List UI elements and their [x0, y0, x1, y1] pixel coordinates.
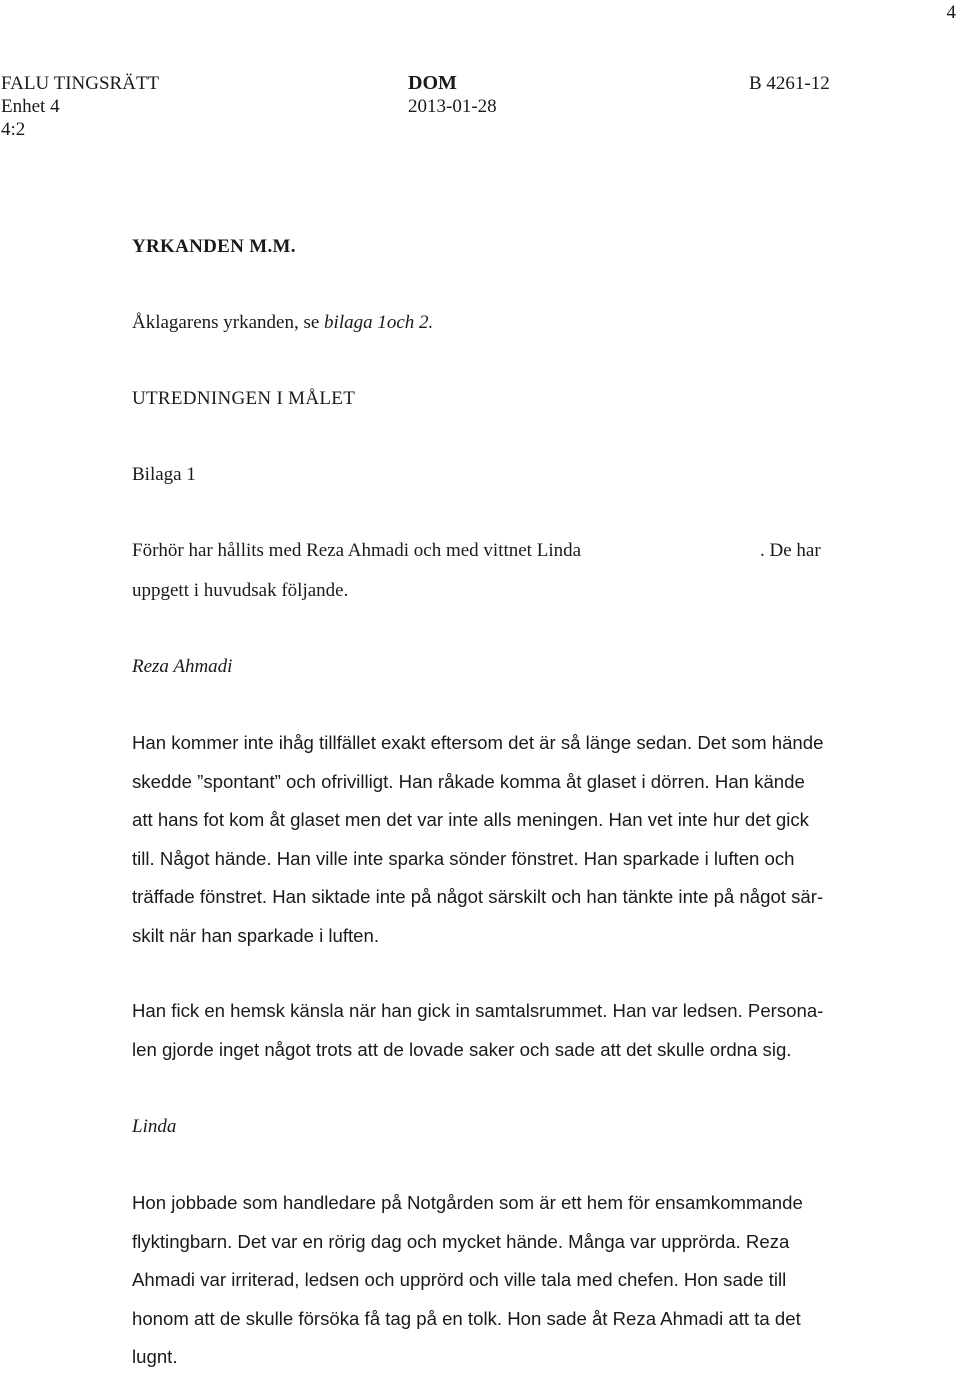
reza-statement-paragraph-1 — [132, 724, 880, 955]
text-line: träffade fönstret. Han siktade inte på något särskilt och han tänkte inte på något sär- — [132, 886, 824, 907]
text-line: honom att de skulle försöka få tag på en tolk. Hon sade åt Reza Ahmadi att ta det — [132, 1307, 801, 1329]
page-number: 4 — [946, 2, 956, 23]
text-line: skedde ”spontant” och ofrivilligt. Han råkade komma åt glaset i dörren. Han kände — [132, 770, 805, 792]
yrkanden-text — [132, 312, 433, 334]
text-line: Ahmadi var irriterad, ledsen och upprörd och ville tala med chefen. Hon sade till — [132, 1269, 787, 1290]
text-line: flyktingbarn. Det var en rörig dag och mycket hände. Många var upprörda. Reza — [132, 1230, 790, 1252]
bilaga-heading: Bilaga 1 — [132, 464, 196, 485]
document-header — [0, 72, 960, 152]
text-line: till. Något hände. Han ville inte sparka sönder fönstret. Han sparkade i luften och — [132, 847, 795, 869]
text-line: Hon jobbade som handledare på Notgården som är ett hem för ensamkommande — [132, 1192, 803, 1213]
text-line: Han fick en hemsk känsla när han gick in samtalsrummet. Han var ledsen. Persona- — [132, 1000, 824, 1021]
text-line: att hans fot kom åt glaset men det var inte alls meningen. Han vet inte hur det gick — [132, 809, 809, 830]
document-type: DOM — [408, 72, 457, 94]
case-number: B 4261-12 — [749, 73, 830, 94]
linda-heading: Linda — [132, 1116, 177, 1137]
utredning-heading: UTREDNINGEN I MÅLET — [132, 388, 356, 409]
court-division: 4:2 — [1, 119, 26, 140]
text-line: skilt när han sparkade i luften. — [132, 924, 380, 946]
reza-statement-paragraph-2 — [132, 992, 880, 1069]
yrkanden-heading: YRKANDEN M.M. — [132, 236, 296, 257]
document-type-block — [408, 72, 497, 118]
court-name: FALU TINGSRÄTT — [1, 73, 160, 94]
text-line: len gjorde inget något trots att de lovade saker och sade att det skulle ordna sig. — [132, 1038, 792, 1060]
yrkanden-text-prefix: Åklagarens yrkanden, se — [132, 312, 325, 333]
intro-line-1-end: . De har — [760, 540, 821, 561]
intro-line-2: uppgett i huvudsak följande. — [132, 580, 349, 601]
court-info — [1, 72, 159, 141]
intro-line-1: Förhör har hållits med Reza Ahmadi och med vittnet Linda — [132, 540, 582, 561]
document-date: 2013-01-28 — [408, 96, 497, 117]
linda-statement-paragraph-1 — [132, 1184, 880, 1377]
reza-heading: Reza Ahmadi — [132, 656, 233, 677]
yrkanden-attachment-ref: bilaga 1och 2. — [324, 312, 434, 333]
text-line: Han kommer inte ihåg tillfället exakt eftersom det är så länge sedan. Det som hände — [132, 732, 824, 753]
text-line: lugnt. — [132, 1346, 178, 1367]
court-unit: Enhet 4 — [1, 96, 60, 117]
